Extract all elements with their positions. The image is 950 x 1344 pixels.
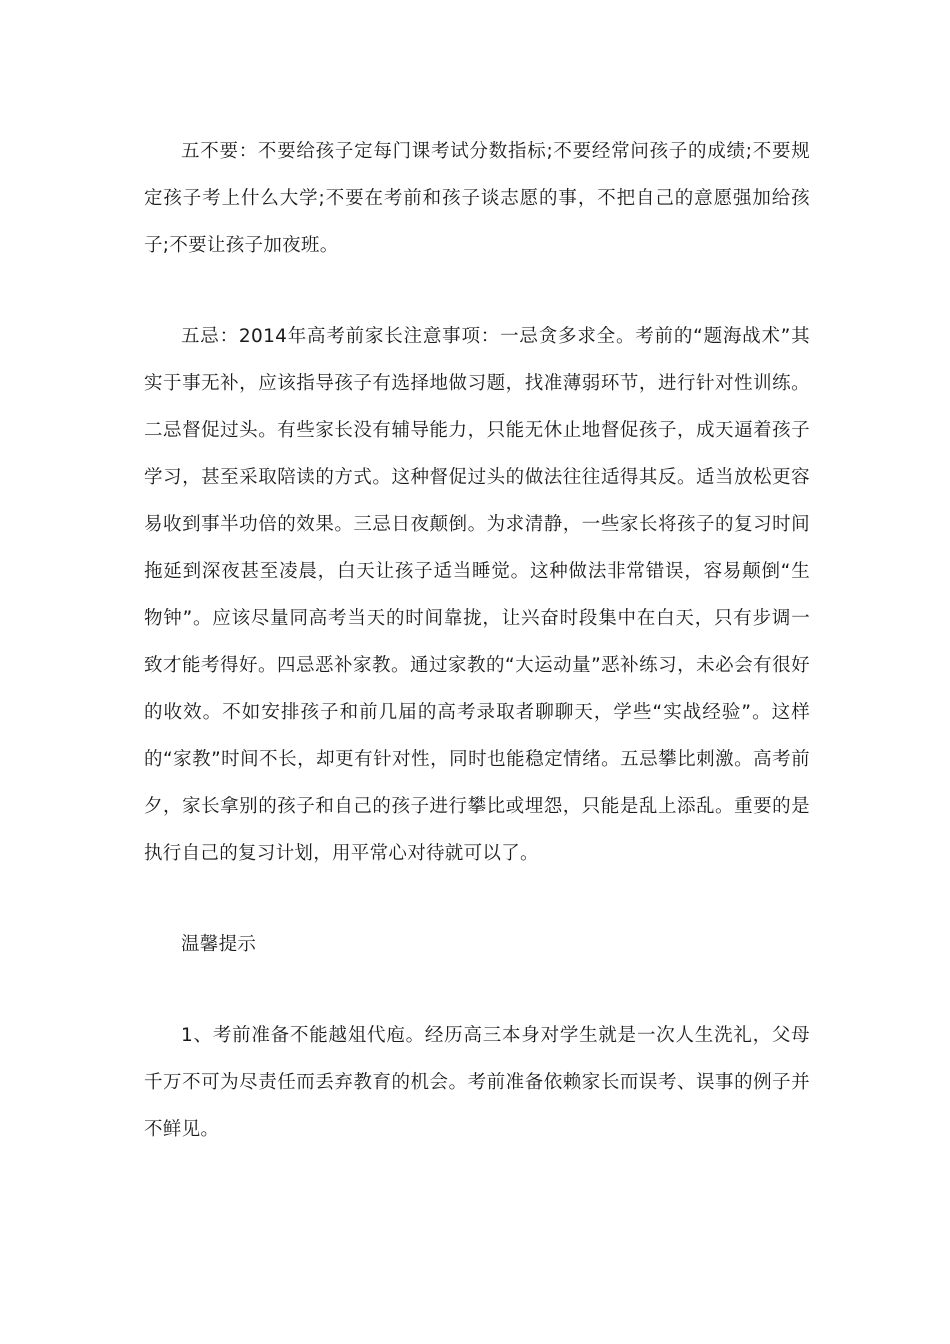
section-heading-warm-tips: 温馨提示 [181, 934, 257, 955]
paragraph-five-donts: 五不要：不要给孩子定每门课考试分数指标;不要经常问孩子的成绩;不要规定孩子考上什么大学;不要在考前和孩子谈志愿的事，不把自己的意愿强加给孩子;不要让孩子加夜班。 [144, 141, 810, 256]
paragraph-tip-1: 1、考前准备不能越俎代庖。经历高三本身对学生就是一次人生洗礼，父母千万不可为尽责任而丢弃教育的机会。考前准备依赖家长而误考、误事的例子并不鲜见。 [144, 1025, 810, 1140]
document-page [144, 128, 810, 1153]
paragraph-five-taboos: 五忌：2014年高考前家长注意事项：一忌贪多求全。考前的“题海战术”其实于事无补，应该指导孩子有选择地做习题，找准薄弱环节，进行针对性训练。二忌督促过头。有些家长没有辅导能力，只能无休止地督促孩子，成天逼着孩子学习，甚至采取陪读的方式。这种督促过头的做法往往适得其反。适当放松更容易收到事半功倍的效果。三忌日夜颠倒。为求清静，一些家长将孩子的复习时间拖延到深夜甚至凌晨，白天让孩子适当睡觉。这种做法非常错误，容易颠倒“生物钟”。应该尽量同高考当天的时间靠拢，让兴奋时段集中在白天，只有步调一致才能考得好。四忌恶补家教。通过家教的“大运动量”恶补练习，未必会有很好的收效。不如安排孩子和前几届的高考录取者聊聊天，学些“实战经验”。这样的“家教”时间不长，却更有针对性，同时也能稳定情绪。五忌攀比刺激。高考前夕，家长拿别的孩子和自己的孩子进行攀比或埋怨，只能是乱上添乱。重要的是执行自己的复习计划，用平常心对待就可以了。 [144, 326, 810, 864]
